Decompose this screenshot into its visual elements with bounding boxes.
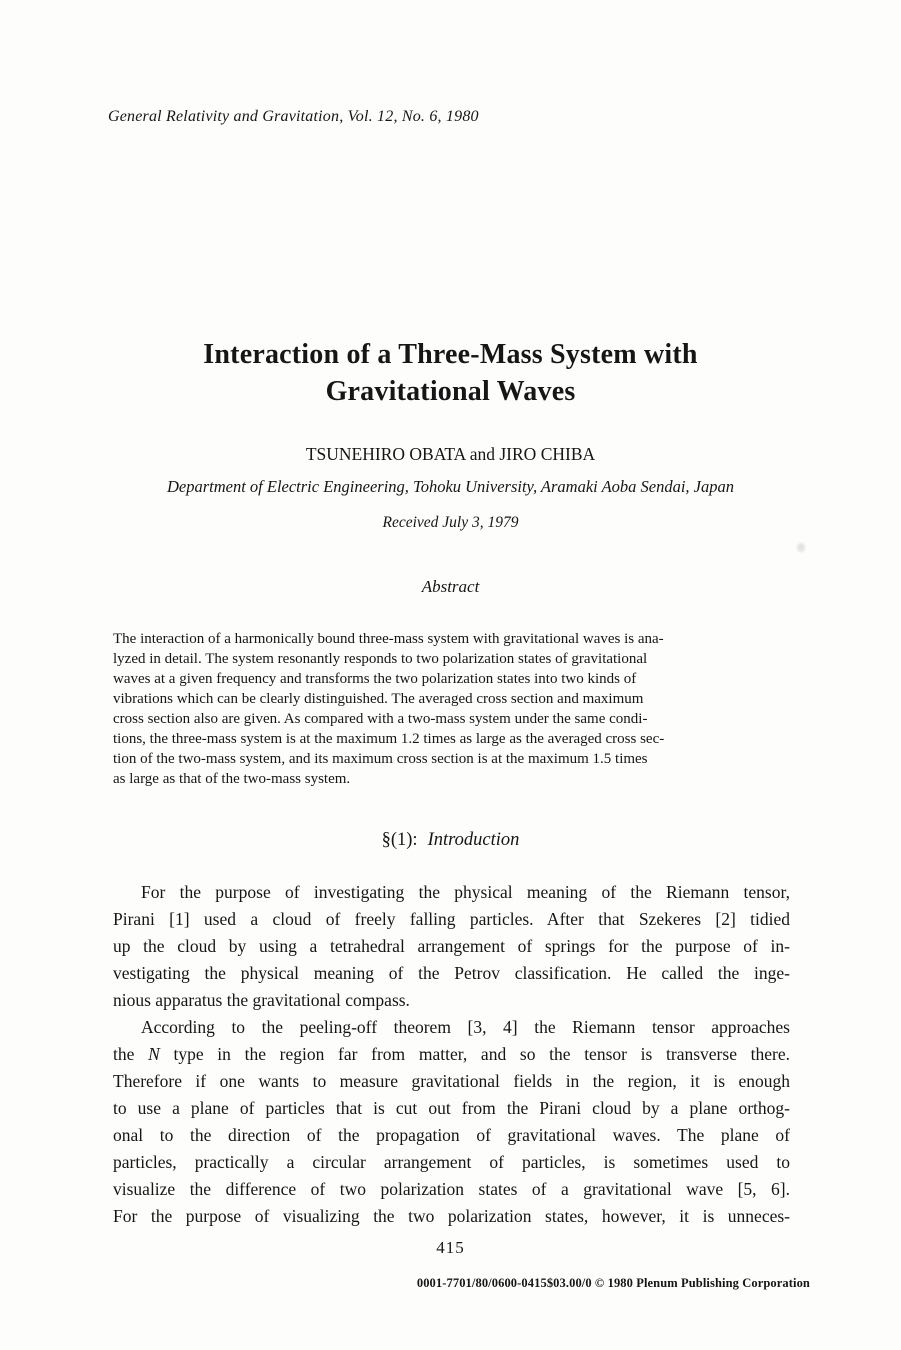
section-number: §(1): xyxy=(381,830,418,850)
body-text-line: Pirani [1] used a cloud of freely falling particles. After that Szekeres [2] tidied xyxy=(113,909,790,929)
abstract-line: waves at a given frequency and transforms the two polarization states into two kinds of xyxy=(113,671,637,687)
abstract-line: The interaction of a harmonically bound three-mass system with gravitational waves is ana- xyxy=(113,631,664,647)
body-text-line: onal to the direction of the propagation of gravitational waves. The plane of xyxy=(113,1125,790,1145)
page-number: 415 xyxy=(436,1238,465,1257)
article-title-line-1: Interaction of a Three-Mass System with xyxy=(203,339,698,370)
received-date: Received July 3, 1979 xyxy=(382,514,519,531)
paragraph xyxy=(113,1014,790,1230)
body-text-line: vestigating the physical meaning of the Petrov classification. He called the inge- xyxy=(113,963,790,983)
italic-n-symbol: N xyxy=(148,1044,160,1064)
body-text-line: nious apparatus the gravitational compass. xyxy=(113,990,410,1010)
article-title-line-2: Gravitational Waves xyxy=(325,376,576,407)
abstract-heading: Abstract xyxy=(421,577,480,596)
abstract-line: vibrations which can be clearly distinguished. The averaged cross section and maximum xyxy=(113,691,644,707)
line-segment: type in the region far from matter, and so the tensor is transverse there. xyxy=(159,1044,790,1064)
abstract-line: lyzed in detail. The system resonantly responds to two polarization states of gravitational xyxy=(113,651,648,667)
abstract-line: tions, the three-mass system is at the maximum 1.2 times as large as the averaged cross sec- xyxy=(113,731,665,747)
section-1-heading xyxy=(0,830,901,851)
body-text-line: visualize the difference of two polarization states of a gravitational wave [5, 6]. xyxy=(113,1179,790,1199)
abstract-line: as large as that of the two-mass system. xyxy=(113,771,351,787)
body-text-line: For the purpose of investigating the physical meaning of the Riemann tensor, xyxy=(141,882,790,902)
author-names: TSUNEHIRO OBATA and JIRO CHIBA xyxy=(305,444,596,464)
body-text-line: For the purpose of visualizing the two polarization states, however, it is unneces- xyxy=(113,1206,790,1226)
journal-header: General Relativity and Gravitation, Vol. 12, No. 6, 1980 xyxy=(108,108,479,125)
body-text-line: According to the peeling-off theorem [3, 4] the Riemann tensor approaches xyxy=(141,1017,790,1037)
line-segment: the xyxy=(113,1044,149,1064)
body-text-line xyxy=(113,1041,790,1068)
author-affiliation: Department of Electric Engineering, Tohoku University, Aramaki Aoba Sendai, Japan xyxy=(166,477,735,496)
abstract-line: cross section also are given. As compared with a two-mass system under the same condi- xyxy=(113,711,648,727)
body-text-line: to use a plane of particles that is cut out from the Pirani cloud by a plane orthog- xyxy=(113,1098,790,1118)
abstract-line: tion of the two-mass system, and its maximum cross section is at the maximum 1.5 times xyxy=(113,751,648,767)
section-title: Introduction xyxy=(427,830,520,850)
article-title xyxy=(0,336,901,410)
body-text-line: Therefore if one wants to measure gravitational fields in the region, it is enough xyxy=(113,1071,790,1091)
body-text xyxy=(113,879,790,1230)
body-text-line: particles, practically a circular arrangement of particles, is sometimes used to xyxy=(113,1152,790,1172)
scan-smudge-artifact xyxy=(797,543,805,552)
paragraph xyxy=(113,879,790,1014)
body-text-line: up the cloud by using a tetrahedral arrangement of springs for the purpose of in- xyxy=(113,936,790,956)
copyright-line: 0001-7701/80/0600-0415$03.00/0 © 1980 Plenum Publishing Corporation xyxy=(416,1276,810,1290)
abstract-text xyxy=(113,629,793,789)
